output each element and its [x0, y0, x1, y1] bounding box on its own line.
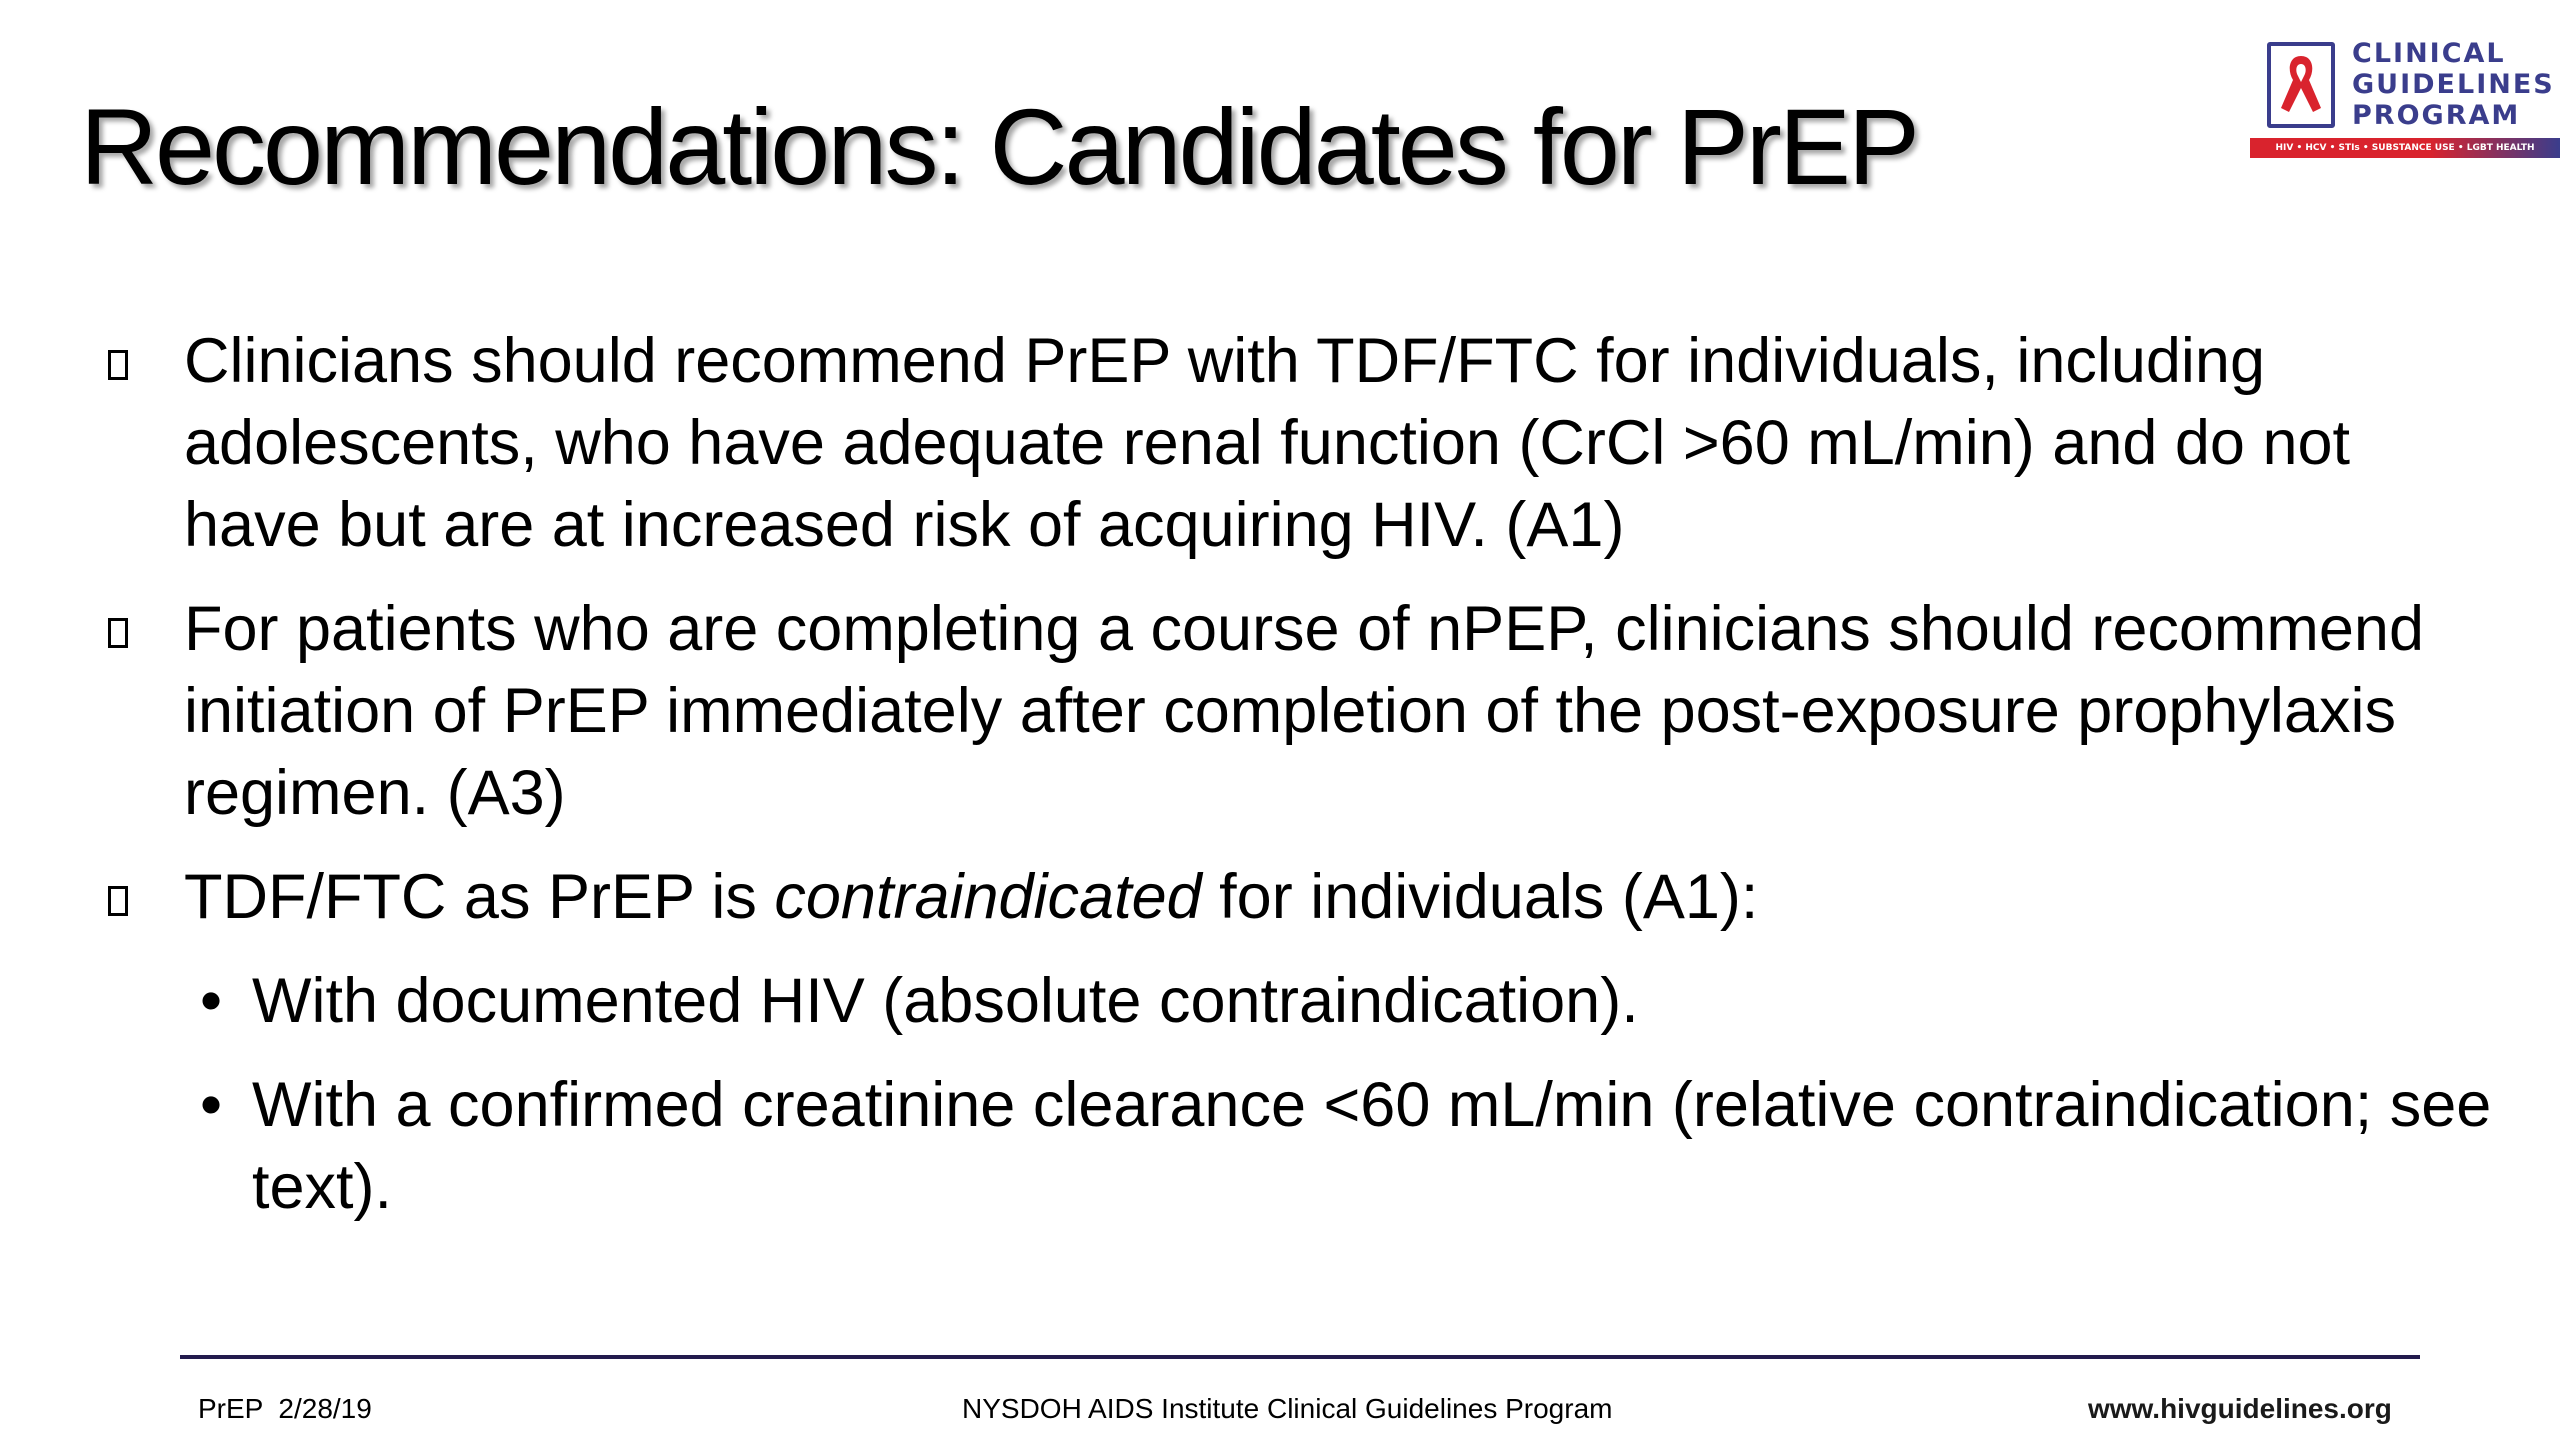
logo-line-3: PROGRAM [2352, 100, 2521, 131]
list-item-emphasis: contraindicated [774, 862, 1202, 932]
footer-date: PrEP 2/28/19 [198, 1393, 372, 1424]
bullet-list [100, 320, 2500, 1250]
sub-list-item-text: With a confirmed creatinine clearance <60 mL/min (relative contraindication; see text). [252, 1070, 2492, 1222]
list-item [100, 320, 2500, 566]
list-item-text-after: for individuals (A1): [1201, 862, 1759, 932]
clinical-guidelines-logo [2250, 38, 2560, 163]
sub-list-item-text: With documented HIV (absolute contraindication). [252, 966, 1639, 1036]
logo-line-1: CLINICAL [2352, 38, 2506, 69]
logo-line-2: GUIDELINES [2352, 69, 2555, 100]
round-bullet-icon: • [200, 1070, 223, 1140]
list-item [100, 856, 2500, 938]
square-bullet-icon [108, 618, 128, 648]
round-bullet-icon: • [200, 966, 223, 1036]
logo-tagline: HIV • HCV • STIs • SUBSTANCE USE • LGBT HEALTH [2250, 138, 2560, 158]
list-item-text: For patients who are completing a course of nPEP, clinicians should recommend initiation of PrEP immediately after completion of the post-exposure prophylaxis regimen. (A3) [184, 594, 2425, 828]
list-item-text-before: TDF/FTC as PrEP is [184, 862, 775, 932]
footer-divider [180, 1355, 2420, 1359]
sub-list-item [100, 1064, 2500, 1228]
logo-text [2352, 38, 2555, 131]
footer-program: NYSDOH AIDS Institute Clinical Guidelines Program [962, 1393, 1613, 1424]
square-bullet-icon [108, 886, 128, 916]
list-item [100, 588, 2500, 834]
list-item-text: Clinicians should recommend PrEP with TDF/FTC for individuals, including adolescents, who have adequate renal function (CrCl >60 mL/min) and do not have but are at increased risk of acquiring HIV. (A1) [184, 326, 2351, 560]
sub-list-item [100, 960, 2500, 1042]
red-ribbon-icon [2267, 42, 2335, 128]
footer-website-link[interactable]: www.hivguidelines.org [2088, 1393, 2392, 1424]
page-title: Recommendations: Candidates for PrEP [80, 86, 1917, 207]
square-bullet-icon [108, 350, 128, 380]
